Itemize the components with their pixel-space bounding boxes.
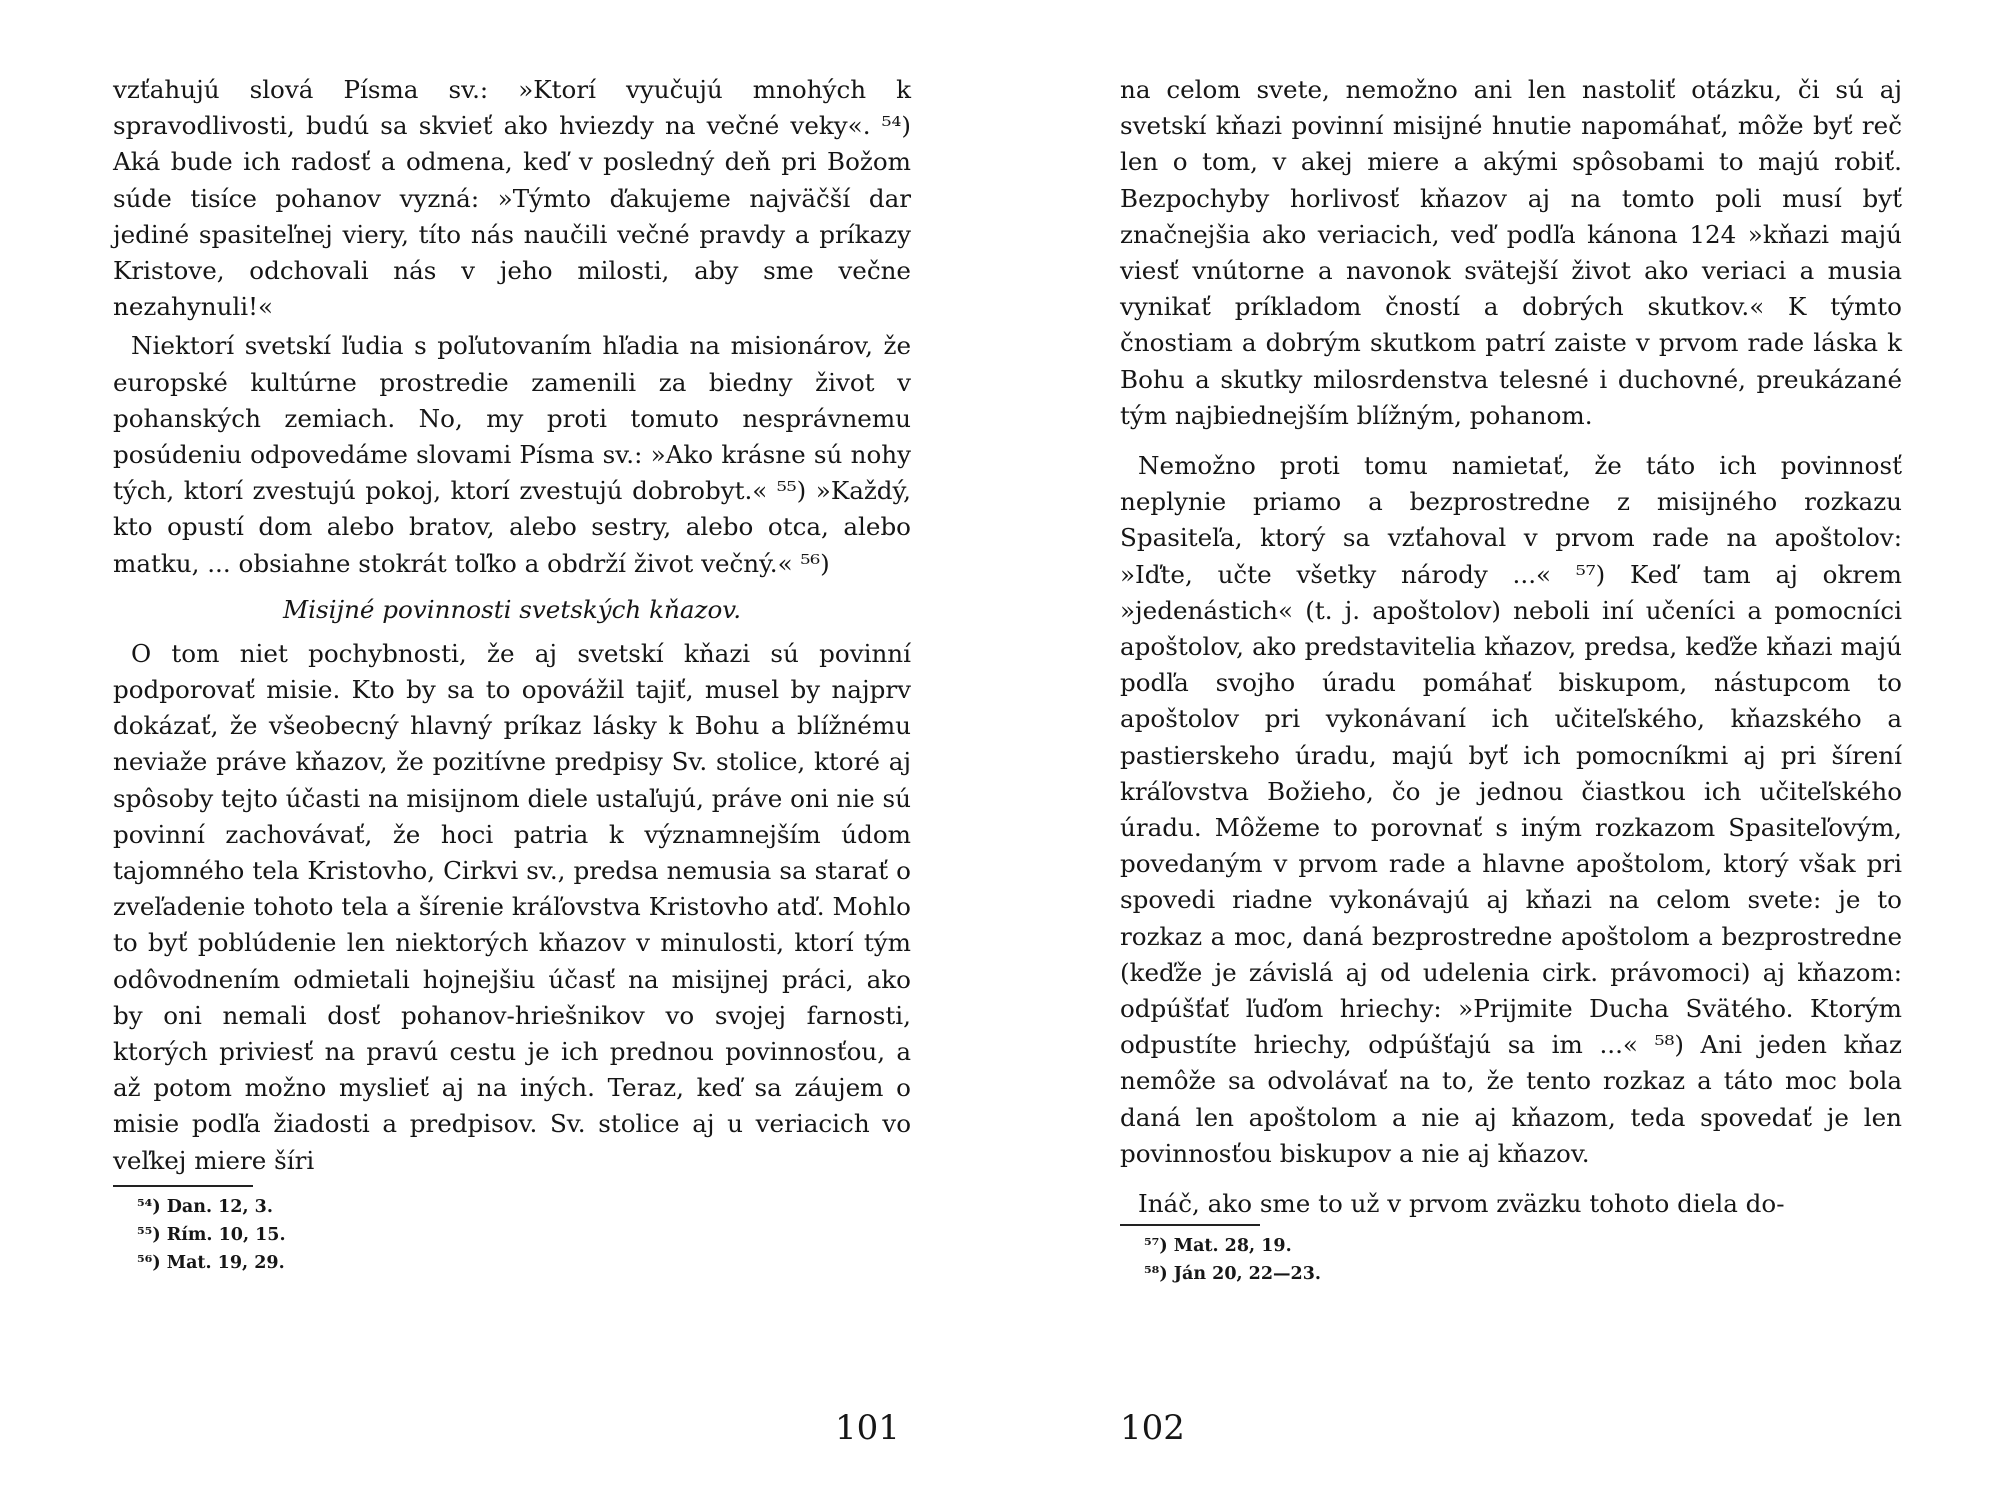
section-heading: Misijné povinnosti svetských kňazov.	[282, 594, 742, 624]
footnote-56: ⁵⁶) Mat. 19, 29.	[137, 1252, 285, 1273]
footnote-55: ⁵⁵) Rím. 10, 15.	[137, 1224, 286, 1245]
left-page	[113, 72, 911, 1277]
footnote-divider	[113, 1185, 253, 1187]
right-paragraph-3: Ináč, ako sme to už v prvom zväzku tohoto diela do-	[1138, 1189, 1785, 1219]
footnote-divider	[1120, 1224, 1260, 1226]
page-number-left: 101	[835, 1408, 900, 1448]
right-page-body	[1120, 72, 1902, 1222]
footnote-57: ⁵⁷) Mat. 28, 19.	[1144, 1236, 1292, 1257]
right-paragraph-1: na celom svete, nemožno ani len nastoliť otázku, či sú aj svetskí kňazi povinní misijné hnutie napomáhať, môže byť reč len o tom, v akej miere a akými spôsobami to majú robiť. Bezpochyby horlivosť kňazov aj na tomto poli musí byť značnejšia ako veriacich, veď podľa kánona 124 »kňazi majú viesť vnútorne a navonok svätejší život ako veriaci a musia vynikať príkladom čností a dobrých skutkov.« K týmto čnostiam a dobrým skutkom patrí zaiste v prvom rade láska k Bohu a skutky milosrdenstva telesné i duchovné, preukázané tým najbiednejším blížným, pohanom.	[1120, 75, 1902, 430]
footnote-58: ⁵⁸) Ján 20, 22—23.	[1144, 1264, 1321, 1285]
left-paragraph-3: O tom niet pochybnosti, že aj svetskí kňazi sú povinní podporovať misie. Kto by sa to opovážil tajiť, musel by najprv dokázať, že všeobecný hlavný príkaz lásky k Bohu a blížnému neviaže práve kňazov, že pozitívne predpisy Sv. stolice, ktoré aj spôsoby tejto účasti na misijnom diele ustaľujú, práve oni nie sú povinní zachovávať, že hoci patria k významnejším údom tajomného tela Kristovho, Cirkvi sv., predsa nemusia sa starať o zveľadenie tohoto tela a šírenie kráľovstva Kristovho atď. Mohlo to byť poblúdenie len niektorých kňazov v minulosti, ktorí tým odôvodnením odmietali hojnejšiu účasť na misijnej práci, ako by oni nemali dosť pohanov-hriešnikov vo svojej farnosti, ktorých priviesť na pravú cestu je ich prednou povinnosťou, a až potom možno myslieť aj na iných. Teraz, keď sa záujem o misie podľa žiadosti a predpisov. Sv. stolice aj u veriacich vo veľkej miere šíri	[113, 638, 911, 1175]
right-footnotes	[1120, 1232, 1902, 1288]
page-number-right: 102	[1120, 1408, 1185, 1448]
footnote-54: ⁵⁴) Dan. 12, 3.	[137, 1196, 273, 1217]
right-page	[1120, 72, 1902, 1288]
left-page-body	[113, 72, 911, 1179]
left-paragraph-2: Niektorí svetskí ľudia s poľutovaním hľadia na misionárov, že europské kultúrne prostredie zamenili za biedny život v pohanských zemiach. No, my proti tomuto nesprávnemu posúdeniu odpovedáme slovami Písma sv.: »Ako krásne sú nohy tých, ktorí zvestujú pokoj, ktorí zvestujú dobrobyt.« ⁵⁵) »Každý, kto opustí dom alebo bratov, alebo sestry, alebo otca, alebo matku, ... obsiahne stokrát toľko a obdrží život večný.« ⁵⁶)	[113, 331, 911, 578]
left-footnotes	[113, 1193, 911, 1277]
right-paragraph-2: Nemožno proti tomu namietať, že táto ich povinnosť neplynie priamo a bezprostredne z misijného rozkazu Spasiteľa, ktorý sa vzťahoval v prvom rade na apoštolov: »Iďte, učte všetky národy ...« ⁵⁷) Keď tam aj okrem »jedenástich« (t. j. apoštolov) neboli iní učeníci a pomocníci apoštolov, ako predstavitelia kňazov, predsa, keďže kňazi majú podľa svojho úradu pomáhať biskupom, nástupcom to apoštolov pri vykonávaní ich učiteľského, kňazského a pastierskeho úradu, majú byť ich pomocníkmi aj pri šírení kráľovstva Božieho, čo je jednou čiastkou ich učiteľského úradu. Môžeme to porovnať s iným rozkazom Spasiteľovým, povedaným v prvom rade a hlavne apoštolom, ktorý však pri spovedi riadne vykonávajú aj kňazi na celom svete: je to rozkaz a moc, daná bezprostredne apoštolom a bezprostredne (keďže je závislá aj od udelenia cirk. právomoci) aj kňazom: odpúšťať ľuďom hriechy: »Prijmite Ducha Svätého. Ktorým odpustíte hriechy, odpúšťajú sa im ...« ⁵⁸) Ani jeden kňaz nemôže sa odvolávať na to, že tento rozkaz a táto moc bola daná len apoštolom a nie aj kňazom, teda spovedať je len povinnosťou biskupov a nie aj kňazov.	[1120, 451, 1902, 1168]
left-paragraph-1: vzťahujú slová Písma sv.: »Ktorí vyučujú mnohých k spravodlivosti, budú sa skvieť ako hviezdy na večné veky«. ⁵⁴) Aká bude ich radosť a odmena, keď v posledný deň pri Božom súde tisíce pohanov vyzná: »Týmto ďakujeme najväčší dar jediné spasiteľnej viery, títo nás naučili večné pravdy a príkazy Kristove, odchovali nás v jeho milosti, aby sme večne nezahynuli!«	[113, 75, 911, 322]
